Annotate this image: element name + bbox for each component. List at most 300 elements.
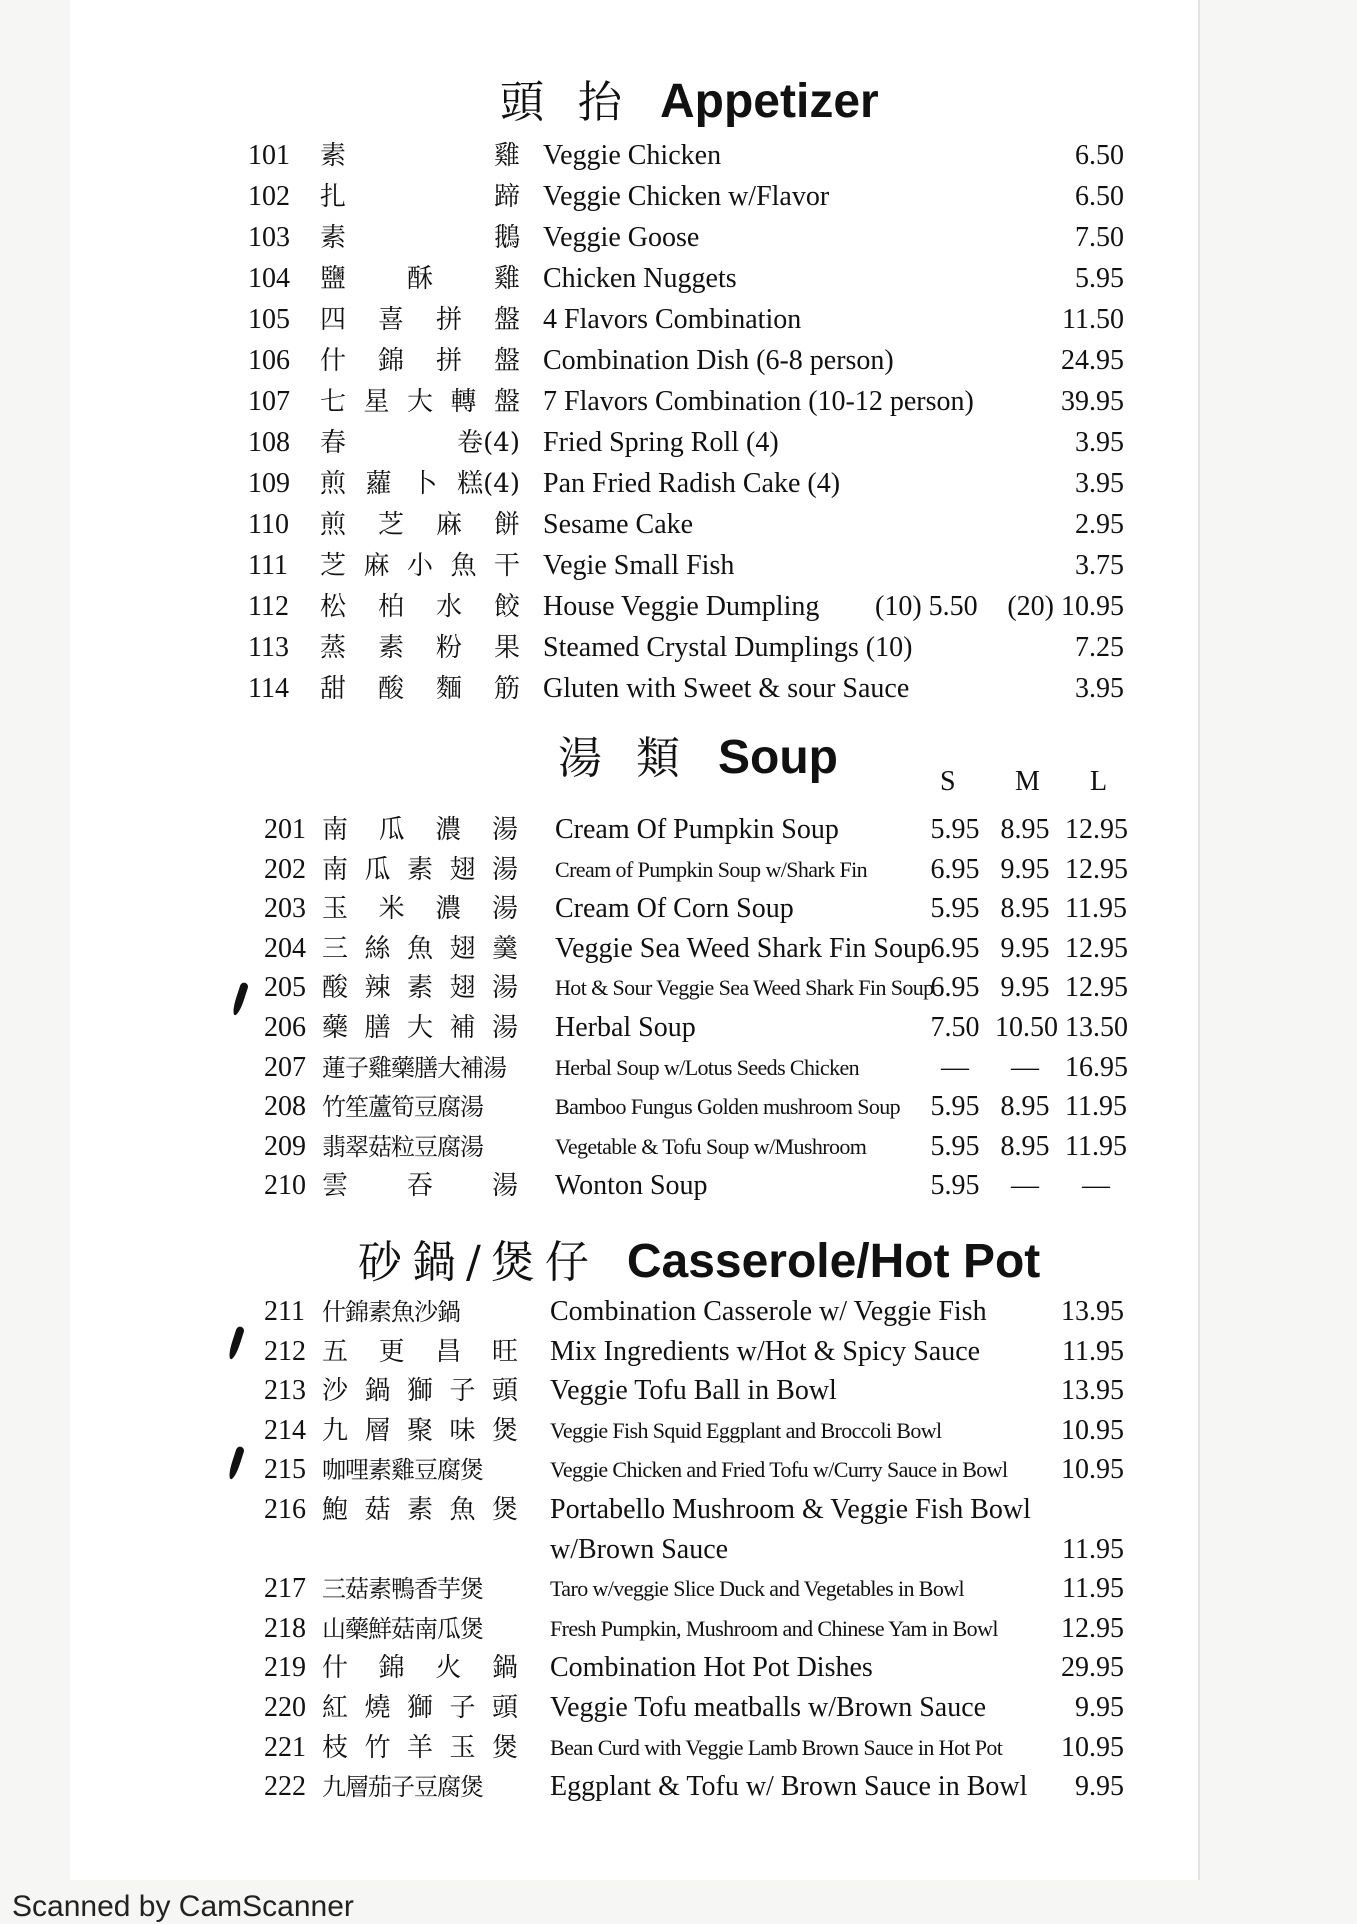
item-price: 29.95 [1061,1652,1124,1684]
item-name-zh-char: 芝 [320,551,347,581]
item-name-zh-char: 湯 [491,815,518,845]
size-header-l: L [1090,766,1108,797]
price-large: 12.95 [1065,972,1128,1004]
item-name-zh-char: 餅 [493,510,520,540]
item-number: 209 [264,1130,306,1162]
item-price: (20) 10.95 [1007,591,1124,622]
item-name-zh [322,1490,518,1530]
item-name-zh-char: 五 [322,1336,349,1367]
item-name-zh-char: 小 [406,551,433,581]
item-price: 10.95 [1061,1414,1124,1446]
item-name-en: Hot & Sour Veggie Sea Weed Shark Fin Soup [555,975,934,1001]
item-name-zh-char: 翅 [449,973,476,1004]
item-number: 221 [264,1731,306,1763]
price-medium: 8.95 [1000,1130,1050,1162]
item-name-zh-char: 火 [435,1653,462,1684]
item-name-zh-char: 煲 [491,1415,518,1446]
menu-item [0,382,1357,422]
item-number: 216 [264,1494,306,1525]
item-name-zh-char: 翅 [449,854,476,885]
item-number: 217 [264,1573,306,1605]
item-name-zh-char: 三 [322,933,349,964]
item-price: 5.95 [1075,263,1124,294]
item-name-zh [320,669,520,709]
item-name-en: Wonton Soup [555,1170,708,1202]
price-small: 5.95 [930,1130,980,1162]
item-name-en: Cream of Pumpkin Soup w/Shark Fin [555,856,868,882]
item-name-zh [320,259,520,299]
item-name-zh-char: 盤 [493,346,520,376]
item-name-zh-char: 素 [406,854,433,885]
item-name-zh-char: 什錦素魚沙鍋 [322,1298,460,1326]
item-number: 111 [248,550,288,581]
item-name-zh-char: 蘿 [365,469,392,499]
item-price: 2.95 [1075,509,1124,540]
item-name-en: Veggie Tofu Ball in Bowl [550,1375,837,1407]
item-name-zh-char: 濃 [435,894,462,925]
item-name-zh-char: 錦 [377,346,404,376]
item-number: 205 [264,972,306,1004]
item-name-en: Cream Of Pumpkin Soup [555,814,839,845]
item-name-zh-char: 麵 [435,674,462,704]
item-number: 112 [248,591,289,622]
price-medium: 9.95 [1000,853,1050,885]
item-number: 222 [264,1771,306,1803]
item-name-zh-char: 扎 [320,182,347,212]
item-price: 3.95 [1075,468,1124,499]
item-price: 3.95 [1075,673,1124,704]
item-number: 218 [264,1612,306,1644]
item-name-zh [320,136,520,176]
item-name-zh-char: 素 [377,633,404,663]
item-name-zh [322,1127,518,1167]
item-name-zh-char: 更 [378,1336,405,1367]
item-price: 39.95 [1061,386,1124,417]
item-name-zh [320,300,520,340]
item-name-en: Combination Hot Pot Dishes [550,1652,873,1684]
soup-heading [558,722,838,786]
item-name-zh-char: 七 [320,387,347,417]
size-header-m: M [1015,766,1040,797]
item-name-zh-char: 吞 [406,1171,433,1202]
item-name-zh-char: 味 [449,1415,476,1446]
item-price: 7.50 [1075,222,1124,253]
price-medium: — [1011,1051,1039,1083]
item-number: 107 [248,386,290,417]
menu-item [0,423,1357,463]
item-name-zh-char: 燒 [364,1693,391,1723]
item-name-zh-char: 拼 [435,305,462,335]
item-name-zh-char: 錦 [378,1653,405,1684]
price-medium: 10.50 [995,1012,1058,1043]
item-name-zh-char: 干 [493,551,520,581]
item-name-zh-char: 雞 [493,141,520,171]
menu-item [0,177,1357,217]
item-name-zh-char: 鮑 [322,1495,349,1525]
item-name-zh-char: 蓮子雞藥膳大補湯 [322,1053,506,1082]
menu-item [0,1411,1357,1451]
item-name-en: Bean Curd with Veggie Lamb Brown Sauce in Hot Pot [550,1734,1003,1760]
item-name-zh-char: 酸 [322,973,349,1004]
soup-title-zh: 湯 類 [558,733,690,784]
item-name-zh-char: 松 [320,592,347,622]
item-name-zh-char: 雞 [493,264,520,294]
item-number: 203 [264,893,306,925]
item-number: 110 [248,509,289,540]
menu-item [0,1569,1357,1609]
item-name-zh-char: 煎 [320,510,347,540]
item-name-en: Steamed Crystal Dumplings (10) [543,632,913,663]
item-name-zh-char: 甜 [320,674,347,704]
menu-item [0,889,1357,929]
item-number: 104 [248,263,290,294]
item-name-zh-char: 果 [493,633,520,663]
item-price: 12.95 [1061,1612,1124,1644]
item-name-zh [322,1728,518,1768]
menu-item [0,1332,1357,1372]
item-name-zh [322,1411,518,1451]
item-name-zh-char: 紅 [322,1693,349,1723]
price-small: 6.95 [930,853,980,885]
item-name-zh-char: 層 [364,1415,391,1446]
menu-item [0,300,1357,340]
item-name-en: Combination Casserole w/ Veggie Fish [550,1296,987,1327]
item-name-zh-char: 盤 [493,387,520,417]
menu-item [0,218,1357,258]
item-name-en: Veggie Sea Weed Shark Fin Soup [555,932,931,964]
menu-item [0,1371,1357,1411]
item-name-zh-char: 膳 [364,1013,391,1043]
item-name-en: Bamboo Fungus Golden mushroom Soup [555,1094,901,1120]
item-name-zh [322,810,518,850]
price-large: 11.95 [1065,893,1127,925]
appetizer-title-en: Appetizer [660,75,879,128]
item-name-zh-char: 鍋 [364,1376,391,1407]
item-name-zh-char: 四 [320,305,347,335]
menu-item [0,1048,1357,1088]
item-price: 11.95 [1062,1573,1124,1605]
item-name-zh-char: 魚 [450,551,477,581]
item-name-en: Taro w/veggie Slice Duck and Vegetables in Bowl [550,1576,965,1602]
menu-item [0,1166,1357,1206]
item-name-en: Herbal Soup w/Lotus Seeds Chicken [555,1054,860,1080]
menu-item [0,136,1357,176]
item-name-zh-char: 素 [320,223,347,253]
price-large: 16.95 [1065,1051,1128,1083]
item-name-zh [320,177,520,217]
item-name-zh-char: 煲 [491,1495,518,1525]
item-name-zh-char: 竹笙蘆筍豆腐湯 [322,1093,483,1122]
item-name-zh-char: 柏 [377,592,404,622]
price-small: 5.95 [930,1091,980,1123]
item-name-zh-char: 粉 [435,633,462,663]
item-name-zh-char: 鍋 [491,1653,518,1684]
item-name-en: Mix Ingredients w/Hot & Spicy Sauce [550,1335,981,1367]
item-name-zh-char: 酥 [406,264,433,294]
price-large: 11.95 [1065,1091,1127,1123]
item-name-zh [322,889,518,929]
item-number: 204 [264,932,306,964]
menu-item [0,1688,1357,1728]
item-number: 210 [264,1170,306,1202]
item-name-zh-char: 湯 [491,1171,518,1202]
menu-item [0,341,1357,381]
item-name-zh-char: 湯 [491,894,518,925]
menu-item [0,628,1357,668]
item-name-zh-char: 子 [449,1693,476,1723]
item-name-zh-char: 鵝 [493,223,520,253]
menu-item [0,1767,1357,1807]
item-name-en: Fresh Pumpkin, Mushroom and Chinese Yam in Bowl [550,1615,998,1641]
item-price: 7.25 [1075,632,1124,663]
item-number: 219 [264,1652,306,1684]
price-medium: — [1011,1170,1039,1202]
menu-item [0,850,1357,890]
item-name-zh-char: 絲 [364,933,391,964]
menu-item [0,810,1357,850]
appetizer-title-zh: 頭 抬 [500,77,632,128]
item-name-zh [320,505,520,545]
item-name-en: Cream Of Corn Soup [555,893,794,925]
item-name-zh-char: 湯 [491,973,518,1004]
item-name-zh-char: 枝 [322,1732,349,1763]
item-name-zh-char: 水 [435,592,462,622]
item-name-zh [322,1332,518,1372]
item-price: 13.95 [1061,1296,1124,1327]
item-name-zh-char: 旺 [491,1336,518,1367]
item-name-zh-char: 玉 [322,894,349,925]
price-large: 13.50 [1065,1012,1128,1043]
item-price: 6.50 [1075,181,1124,212]
item-name-zh-char: 春 [320,428,347,458]
item-name-zh-char: 辣 [364,973,391,1004]
item-name-zh-char: 濃 [435,815,462,845]
price-small: 7.50 [930,1012,980,1043]
item-name-zh-char: 酸 [377,674,404,704]
item-name-zh-char: 素 [406,973,433,1004]
item-name-zh [322,1371,518,1411]
item-name-zh-char: 南 [322,815,349,845]
item-name-zh [320,546,520,586]
item-name-en: w/Brown Sauce [550,1533,729,1565]
item-price: 13.95 [1061,1375,1124,1407]
item-name-en: Veggie Fish Squid Eggplant and Broccoli Bowl [550,1417,942,1443]
item-name-zh [322,1569,518,1609]
menu-item [0,259,1357,299]
menu-item [0,1008,1357,1048]
price-large: 12.95 [1065,932,1128,964]
item-name-zh-char: 羊 [406,1732,433,1763]
price-medium: 9.95 [1000,932,1050,964]
item-name-zh-char: 素 [406,1495,433,1525]
item-name-zh [322,1767,518,1807]
item-name-en: Veggie Chicken w/Flavor [543,181,830,212]
item-name-zh [320,587,520,627]
price-medium: 8.95 [1000,893,1050,925]
item-number: 106 [248,345,290,376]
price-small: 5.95 [930,814,980,845]
item-name-en: Chicken Nuggets [543,263,737,294]
item-name-zh-char: 三菇素鴨香芋煲 [322,1575,483,1604]
menu-item [0,505,1357,545]
item-price: 11.50 [1062,304,1124,335]
item-name-zh-char: 翡翠菇粒豆腐湯 [322,1132,483,1161]
item-name-zh-char: 芝 [377,510,404,540]
item-name-en: Herbal Soup [555,1012,696,1043]
casserole-title-en: Casserole/Hot Pot [626,1235,1041,1288]
price-small: — [941,1051,969,1083]
appetizer-heading [500,66,879,130]
item-name-zh [322,1008,518,1048]
price-medium: 9.95 [1000,972,1050,1004]
item-name-zh-char: 星 [363,387,390,417]
item-name-zh-char: 藥 [322,1013,349,1043]
item-name-zh-char: 玉 [449,1732,476,1763]
item-name-zh-char: 湯 [491,854,518,885]
item-number: 214 [264,1414,306,1446]
item-name-zh-char: 獅 [406,1376,433,1407]
item-number: 201 [264,814,306,845]
item-name-zh-char: 竹 [364,1732,391,1763]
item-number: 202 [264,853,306,885]
item-name-zh [322,1166,518,1206]
item-name-zh-char: 糕(4) [457,469,520,499]
item-name-zh-char: 昌 [435,1336,462,1367]
item-name-zh-char: 菇 [364,1495,391,1525]
menu-item [0,1490,1357,1530]
item-name-zh-char: 拼 [435,346,462,376]
item-name-zh [320,382,520,422]
item-name-zh-char: 筋 [493,674,520,704]
menu-item [0,1609,1357,1649]
item-name-zh-char: 南 [322,854,349,885]
item-name-zh-char: 頭 [491,1376,518,1407]
item-name-zh-char: 瓜 [378,815,405,845]
item-name-zh-char: 蹄 [493,182,520,212]
item-name-zh-char: 餃 [493,592,520,622]
item-name-en: House Veggie Dumpling [543,591,820,622]
item-name-en: Sesame Cake [543,509,694,540]
item-name-en: Veggie Chicken and Fried Tofu w/Curry Sauce in Bowl [550,1457,1008,1483]
menu-item [0,1648,1357,1688]
casserole-title-zh: 砂鍋/煲仔 [358,1237,599,1288]
item-name-zh [322,850,518,890]
item-price: 10.95 [1061,1454,1124,1486]
item-name-en: Vegie Small Fish [543,550,735,581]
casserole-heading [358,1226,1040,1290]
price-large: 12.95 [1065,853,1128,885]
price-large: — [1082,1170,1110,1202]
item-name-zh-char: 瓜 [364,854,391,885]
item-name-zh-char: 補 [449,1013,476,1043]
price-medium: 8.95 [1000,1091,1050,1123]
item-number: 102 [248,181,290,212]
item-name-en: Portabello Mushroom & Veggie Fish Bowl [550,1494,1031,1525]
item-number: 114 [248,673,289,704]
item-name-en: Veggie Tofu meatballs w/Brown Sauce [550,1692,987,1723]
item-price: 10.95 [1061,1731,1124,1763]
item-price: 11.95 [1062,1335,1124,1367]
item-name-zh [322,929,518,969]
item-price: 6.50 [1075,140,1124,171]
item-name-en: Combination Dish (6-8 person) [543,345,894,376]
item-name-zh-char: 聚 [406,1415,433,1446]
item-name-en: Veggie Goose [543,222,700,253]
item-name-zh-char: 米 [378,894,405,925]
item-name-zh-char: 大 [406,387,433,417]
item-number: 105 [248,304,290,335]
menu-item [0,1450,1357,1490]
item-name-en: Pan Fried Radish Cake (4) [543,468,841,499]
item-name-zh-char: 咖哩素雞豆腐煲 [322,1456,483,1485]
item-number: 212 [264,1335,306,1367]
item-name-zh-char: 魚 [406,933,433,964]
menu-item [0,1530,1357,1570]
item-name-en: Fried Spring Roll (4) [543,427,779,458]
price-medium: 8.95 [1000,814,1050,845]
item-number: 208 [264,1091,306,1123]
item-price: 9.95 [1075,1692,1124,1723]
menu-item [0,1087,1357,1127]
item-name-zh-char: 卜 [411,469,438,499]
item-number: 101 [248,140,290,171]
soup-title-en: Soup [718,731,838,784]
item-name-zh [322,1087,518,1127]
item-name-zh-char: 沙 [322,1376,349,1407]
item-name-zh-char: 雲 [322,1171,349,1202]
item-name-zh-char: 頭 [491,1693,518,1723]
item-name-zh-char: 翅 [449,933,476,964]
price-large: 11.95 [1065,1130,1127,1162]
item-name-zh-char: 子 [449,1376,476,1407]
price-option: (10) 5.50 [875,591,978,622]
item-number: 211 [264,1296,305,1327]
item-name-zh [320,423,520,463]
menu-item [0,587,1357,627]
price-small: 5.95 [930,893,980,925]
item-name-en: Gluten with Sweet & sour Sauce [543,673,910,704]
menu-item [0,669,1357,709]
item-number: 220 [264,1692,306,1723]
item-name-zh-char: 煲 [491,1732,518,1763]
item-name-zh-char: 盤 [493,305,520,335]
scan-watermark: Scanned by CamScanner [12,1890,354,1923]
item-price: 3.75 [1075,550,1124,581]
item-name-zh [320,464,520,504]
price-small: 6.95 [930,932,980,964]
item-name-zh-char: 素 [320,141,347,171]
item-price: 11.95 [1062,1533,1124,1565]
item-name-zh-char: 蒸 [320,633,347,663]
item-name-zh-char: 大 [406,1013,433,1043]
item-number: 103 [248,222,290,253]
menu-item [0,1728,1357,1768]
item-name-zh [322,968,518,1008]
item-name-zh-char: 九層茄子豆腐煲 [322,1773,483,1802]
menu-item [0,1127,1357,1167]
item-name-zh-char: 什 [320,346,347,376]
item-price: 3.95 [1075,427,1124,458]
price-small: 5.95 [930,1170,980,1202]
item-name-zh-char: 魚 [449,1495,476,1525]
item-number: 207 [264,1051,306,1083]
menu-item [0,464,1357,504]
item-name-zh-char: 什 [322,1653,349,1684]
item-name-en: Eggplant & Tofu w/ Brown Sauce in Bowl [550,1771,1028,1803]
item-name-zh-char: 獅 [406,1693,433,1723]
item-name-zh-char: 煎 [320,469,347,499]
item-name-en: 7 Flavors Combination (10-12 person) [543,386,974,417]
